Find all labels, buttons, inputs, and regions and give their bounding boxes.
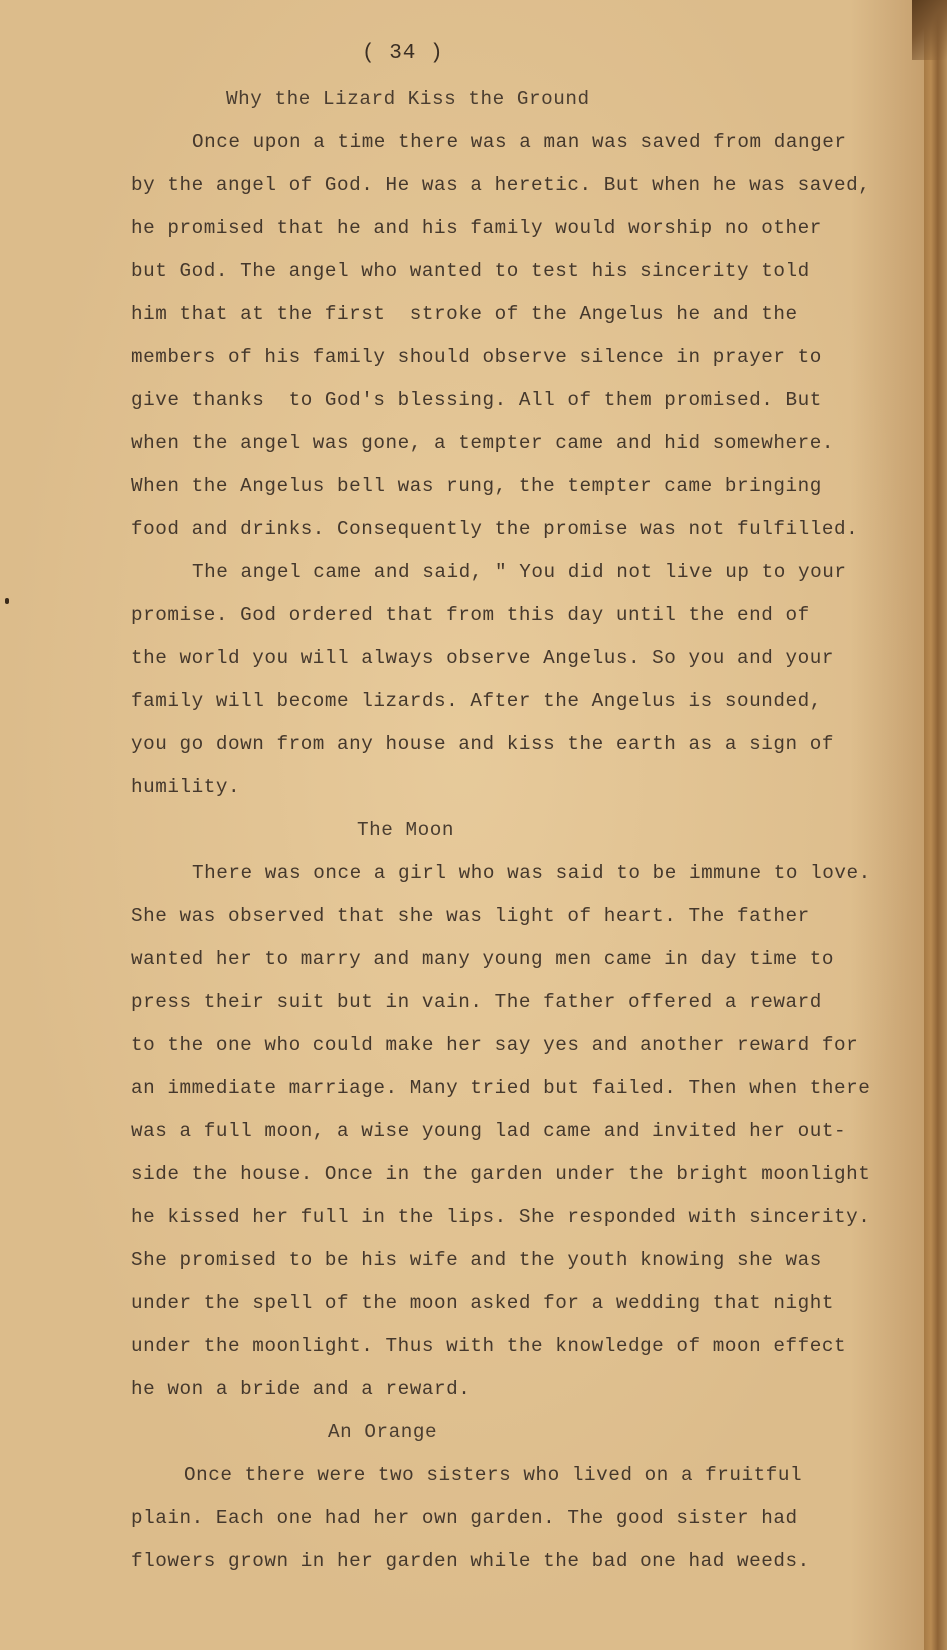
text-line: Once upon a time there was a man was saved from danger xyxy=(192,131,847,153)
text-line: press their suit but in vain. The father offered a reward xyxy=(131,991,822,1013)
section-title-moon: The Moon xyxy=(357,819,454,841)
text-line: under the spell of the moon asked for a wedding that night xyxy=(131,1292,834,1314)
ink-spot xyxy=(5,598,9,604)
text-line: he kissed her full in the lips. She responded with sincerity. xyxy=(131,1206,871,1228)
text-line: by the angel of God. He was a heretic. But when he was saved, xyxy=(131,174,871,196)
text-line: humility. xyxy=(131,776,241,798)
page-binding-edge xyxy=(924,0,947,1650)
text-line: food and drinks. Consequently the promise was not fulfilled. xyxy=(131,518,859,540)
text-line: but God. The angel who wanted to test his sincerity told xyxy=(131,260,810,282)
text-line: She promised to be his wife and the youth knowing she was xyxy=(131,1249,822,1271)
text-line: under the moonlight. Thus with the knowledge of moon effect xyxy=(131,1335,847,1357)
text-line: plain. Each one had her own garden. The good sister had xyxy=(131,1507,798,1529)
text-line: him that at the first stroke of the Angelus he and the xyxy=(131,303,798,325)
text-line: when the angel was gone, a tempter came and hid somewhere. xyxy=(131,432,834,454)
text-line: flowers grown in her garden while the bad one had weeds. xyxy=(131,1550,810,1572)
text-line: he promised that he and his family would worship no other xyxy=(131,217,822,239)
text-line: he won a bride and a reward. xyxy=(131,1378,471,1400)
text-line: you go down from any house and kiss the earth as a sign of xyxy=(131,733,834,755)
text-line: an immediate marriage. Many tried but failed. Then when there xyxy=(131,1077,871,1099)
text-line: promise. God ordered that from this day until the end of xyxy=(131,604,810,626)
text-line: There was once a girl who was said to be immune to love. xyxy=(192,862,871,884)
text-line: wanted her to marry and many young men came in day time to xyxy=(131,948,834,970)
section-title-lizard: Why the Lizard Kiss the Ground xyxy=(226,88,590,110)
page-corner-shadow xyxy=(912,0,947,60)
text-line: The angel came and said, " You did not live up to your xyxy=(192,561,847,583)
section-title-orange: An Orange xyxy=(328,1421,438,1443)
text-line: members of his family should observe silence in prayer to xyxy=(131,346,822,368)
text-line: Once there were two sisters who lived on a fruitful xyxy=(184,1464,803,1486)
page-number: ( 34 ) xyxy=(362,42,444,65)
text-line: family will become lizards. After the Angelus is sounded, xyxy=(131,690,822,712)
text-line: give thanks to God's blessing. All of them promised. But xyxy=(131,389,822,411)
text-line: When the Angelus bell was rung, the tempter came bringing xyxy=(131,475,822,497)
text-line: to the one who could make her say yes and another reward for xyxy=(131,1034,859,1056)
text-line: She was observed that she was light of heart. The father xyxy=(131,905,810,927)
text-line: side the house. Once in the garden under the bright moonlight xyxy=(131,1163,871,1185)
text-line: the world you will always observe Angelus. So you and your xyxy=(131,647,834,669)
text-line: was a full moon, a wise young lad came and invited her out- xyxy=(131,1120,847,1142)
